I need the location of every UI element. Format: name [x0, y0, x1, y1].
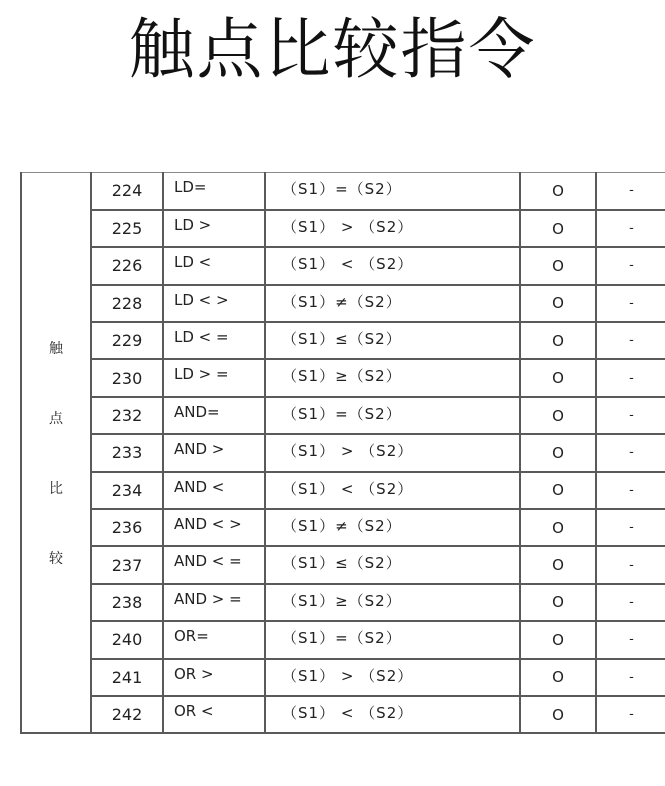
condition-cell: （S1） > （S2） [265, 659, 520, 696]
support-mark-cell: O [520, 696, 596, 733]
mnemonic-cell: OR < [163, 696, 265, 733]
instruction-number-cell: 230 [91, 359, 163, 396]
table-row [21, 210, 665, 247]
instruction-number-cell: 236 [91, 509, 163, 546]
condition-cell: （S1）≠（S2） [265, 285, 520, 322]
condition-cell: （S1）=（S2） [265, 621, 520, 658]
mnemonic-cell: AND > = [163, 584, 265, 621]
instruction-number-cell: 234 [91, 472, 163, 509]
category-char: 触 [49, 340, 63, 357]
mnemonic-cell: AND < [163, 472, 265, 509]
instruction-table-body [21, 173, 665, 734]
mnemonic-cell: OR > [163, 659, 265, 696]
dash-cell: - [596, 696, 665, 733]
condition-cell: （S1） > （S2） [265, 434, 520, 471]
mnemonic-cell: LD > = [163, 359, 265, 396]
instruction-number-cell: 232 [91, 397, 163, 434]
support-mark-cell: O [520, 434, 596, 471]
condition-cell: （S1） > （S2） [265, 210, 520, 247]
support-mark-cell: O [520, 509, 596, 546]
support-mark-cell: O [520, 659, 596, 696]
mnemonic-cell: AND > [163, 434, 265, 471]
instruction-table-container [20, 172, 665, 786]
category-char: 比 [49, 480, 63, 497]
support-mark-cell: O [520, 210, 596, 247]
table-row [21, 621, 665, 658]
mnemonic-cell: AND= [163, 397, 265, 434]
support-mark-cell: O [520, 359, 596, 396]
mnemonic-cell: OR= [163, 621, 265, 658]
table-row [21, 434, 665, 471]
condition-cell: （S1）≤（S2） [265, 546, 520, 583]
instruction-number-cell: 241 [91, 659, 163, 696]
table-row [21, 173, 665, 210]
table-row [21, 696, 665, 733]
instruction-number-cell: 226 [91, 247, 163, 284]
page-title: 触点比较指令 [128, 11, 537, 88]
condition-cell: （S1）≤（S2） [265, 322, 520, 359]
support-mark-cell: O [520, 621, 596, 658]
instruction-number-cell: 229 [91, 322, 163, 359]
instruction-table [20, 172, 665, 734]
instruction-number-cell: 240 [91, 621, 163, 658]
instruction-number-cell: 224 [91, 173, 163, 210]
instruction-number-cell: 238 [91, 584, 163, 621]
dash-cell: - [596, 472, 665, 509]
table-row [21, 584, 665, 621]
dash-cell: - [596, 546, 665, 583]
instruction-number-cell: 233 [91, 434, 163, 471]
mnemonic-cell: LD > [163, 210, 265, 247]
mnemonic-cell: LD < > [163, 285, 265, 322]
condition-cell: （S1）≥（S2） [265, 359, 520, 396]
mnemonic-cell: LD < [163, 247, 265, 284]
table-row [21, 472, 665, 509]
condition-cell: （S1） < （S2） [265, 696, 520, 733]
condition-cell: （S1）=（S2） [265, 397, 520, 434]
table-row [21, 397, 665, 434]
table-row [21, 546, 665, 583]
dash-cell: - [596, 659, 665, 696]
condition-cell: （S1）≠（S2） [265, 509, 520, 546]
mnemonic-cell: LD= [163, 173, 265, 210]
dash-cell: - [596, 285, 665, 322]
dash-cell: - [596, 247, 665, 284]
instruction-number-cell: 237 [91, 546, 163, 583]
dash-cell: - [596, 509, 665, 546]
category-label [22, 338, 90, 568]
dash-cell: - [596, 584, 665, 621]
support-mark-cell: O [520, 285, 596, 322]
dash-cell: - [596, 434, 665, 471]
instruction-number-cell: 242 [91, 696, 163, 733]
mnemonic-cell: LD < = [163, 322, 265, 359]
dash-cell: - [596, 359, 665, 396]
table-row [21, 322, 665, 359]
support-mark-cell: O [520, 546, 596, 583]
support-mark-cell: O [520, 584, 596, 621]
table-row [21, 659, 665, 696]
category-cell [21, 173, 91, 734]
condition-cell: （S1） < （S2） [265, 472, 520, 509]
category-char: 点 [49, 410, 63, 427]
support-mark-cell: O [520, 397, 596, 434]
table-row [21, 247, 665, 284]
mnemonic-cell: AND < = [163, 546, 265, 583]
support-mark-cell: O [520, 247, 596, 284]
table-row [21, 509, 665, 546]
table-row [21, 285, 665, 322]
dash-cell: - [596, 621, 665, 658]
dash-cell: - [596, 322, 665, 359]
support-mark-cell: O [520, 173, 596, 210]
condition-cell: （S1） < （S2） [265, 247, 520, 284]
dash-cell: - [596, 397, 665, 434]
instruction-number-cell: 225 [91, 210, 163, 247]
condition-cell: （S1）≥（S2） [265, 584, 520, 621]
support-mark-cell: O [520, 472, 596, 509]
category-char: 较 [49, 550, 63, 567]
dash-cell: - [596, 173, 665, 210]
support-mark-cell: O [520, 322, 596, 359]
condition-cell: （S1）=（S2） [265, 173, 520, 210]
table-row [21, 359, 665, 396]
instruction-number-cell: 228 [91, 285, 163, 322]
mnemonic-cell: AND < > [163, 509, 265, 546]
dash-cell: - [596, 210, 665, 247]
